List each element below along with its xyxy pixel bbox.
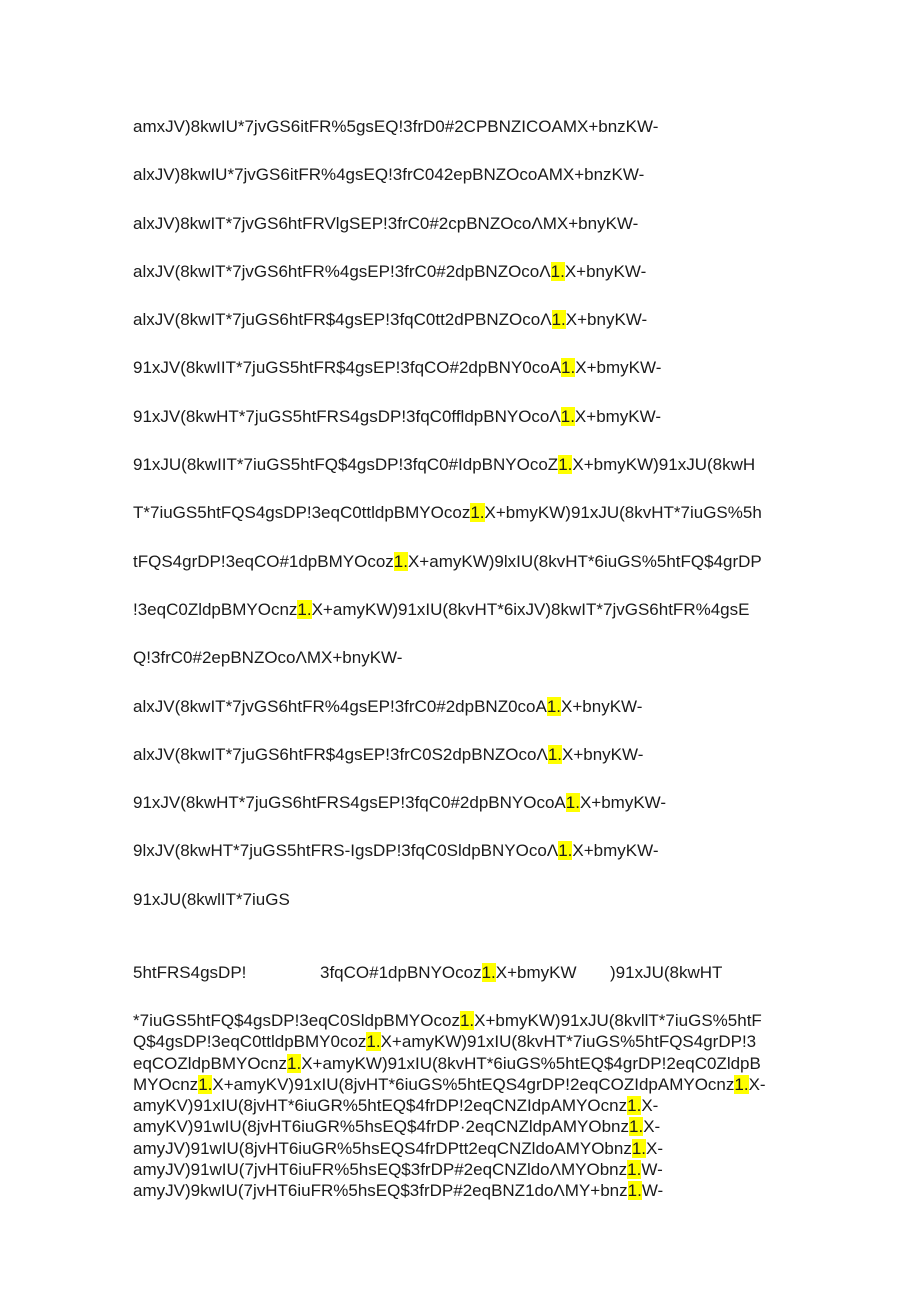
text-segment: X+bmyKW-	[579, 793, 667, 813]
text-line	[133, 779, 762, 827]
highlighted-text: 1.	[481, 963, 496, 982]
paragraph-line	[133, 1010, 766, 1031]
highlighted-text: 1.	[198, 1074, 213, 1094]
highlighted-text: 1.	[558, 455, 573, 475]
text-segment: amyJV)91wIU(8jvHT6iuGR%5hsEQS4frDPtt2eqCNZldoAMYObnz	[133, 1138, 632, 1158]
text-line	[133, 296, 762, 344]
highlighted-text: 1.	[547, 744, 562, 764]
highlighted-text: 1.	[627, 1096, 642, 1116]
dense-paragraph	[133, 1010, 766, 1202]
text-segment: 9lxJV(8kwHT*7juGS5htFRS-IgsDP!3fqC0SldpBNYOcoΛ	[133, 841, 559, 861]
highlighted-text: 1.	[565, 793, 580, 813]
text-segment: X+bmyKW-	[575, 358, 662, 378]
text-segment: alxJV(8kwIT*7juGS6htFR$4gsEP!3fqC0tt2dPBNZOcoΛ	[133, 310, 552, 330]
text-line	[133, 393, 762, 441]
text-line	[133, 344, 762, 392]
highlighted-text: 1.	[629, 1117, 644, 1137]
text-segment: Q$4gsDP!3eqC0ttldpBMY0coz	[133, 1032, 367, 1052]
paragraph-line	[133, 1074, 766, 1095]
text-segment: 91xJV(8kwHT*7juGS6htFRS4gsEP!3fqC0#2dpBNYOcoA	[133, 793, 566, 813]
text-segment: W-	[641, 1160, 663, 1180]
text-segment: X+bmyKW	[495, 963, 577, 982]
highlighted-text: 1.	[734, 1074, 749, 1094]
text-segment: X+amyKW)9lxIU(8kvHT*6iuGS%5htFQ$4grDP	[407, 551, 762, 571]
highlighted-text: 1.	[287, 1053, 302, 1073]
text-segment: alxJV(8kwIT*7juGS6htFR$4gsEP!3frC0S2dpBNZOcoΛ	[133, 744, 548, 764]
paragraph-line	[133, 1053, 766, 1074]
highlighted-text: 1.	[627, 1181, 642, 1201]
highlighted-text: 1.	[366, 1032, 381, 1052]
highlighted-text: 1.	[550, 261, 565, 281]
text-segment: X+amyKW)91xIU(8kvHT*7iuGS%5htFQS4grDP!3	[380, 1032, 757, 1052]
highlighted-text: 1.	[560, 406, 575, 426]
text-segment: alxJV(8kwIT*7jvGS6htFR%4gsEP!3frC0#2dpBNZ0coA	[133, 696, 547, 716]
highlighted-text: 1.	[546, 696, 562, 716]
text-segment: X+bnyKW-	[564, 261, 647, 281]
text-segment: amxJV)8kwIU*7jvGS6itFR%5gsEQ!3frD0#2CPBNZICOAMX+bnzKW-	[133, 117, 659, 136]
spaced-lines-block	[133, 103, 762, 924]
highlighted-text: 1.	[393, 551, 408, 571]
paragraph-line	[133, 1138, 766, 1159]
paragraph-line	[133, 1095, 766, 1116]
text-segment: amyKV)91xIU(8jvHT*6iuGR%5htEQ$4frDP!2eqCNZIdpAMYOcnz	[133, 1096, 628, 1116]
text-segment: X+bmyKW)91xJU(8kwH	[572, 455, 756, 475]
text-segment: *7iuGS5htFQ$4gsDP!3eqC0SldpBMYOcoz	[133, 1011, 460, 1030]
text-segment: alxJV)8kwIU*7jvGS6itFR%4gsEQ!3frC042epBNZOcoAMX+bnzKW-	[133, 165, 645, 185]
text-segment: tFQS4grDP!3eqCO#1dpBMYOcoz	[133, 551, 394, 571]
text-segment: W-	[641, 1181, 664, 1201]
text-segment: !3eqC0ZldpBMYOcnz	[133, 599, 298, 619]
text-line	[133, 248, 762, 296]
text-line	[133, 200, 762, 248]
text-segment: X+amyKV)91xIU(8jvHT*6iuGS%5htEQS4grDP!2eqCOZIdpAMYOcnz	[212, 1074, 735, 1094]
text-segment: eqCOZldpBMYOcnz	[133, 1053, 287, 1073]
text-line	[133, 731, 762, 779]
text-line	[133, 827, 762, 875]
text-segment: 91xJU(8kwIIT*7iuGS5htFQ$4gsDP!3fqC0#IdpBNYOcoZ	[133, 455, 559, 475]
split-line-piece	[133, 961, 246, 985]
text-segment: )91xJU(8kwHT	[610, 963, 723, 982]
text-segment: 91xJU(8kwlIT*7iuGS	[133, 889, 290, 909]
text-segment: X+bnyKW-	[561, 696, 643, 716]
text-segment: X+bmyKW)91xJU(8kvllT*7iuGS%5htF	[474, 1011, 762, 1030]
text-line	[133, 634, 762, 682]
text-segment: X+amyKW)91xIU(8kvHT*6ixJV)8kwIT*7jvGS6htFR%4gsE	[311, 599, 750, 619]
split-line-piece	[610, 961, 722, 985]
text-segment: X+amyKW)91xIU(8kvHT*6iuGS%5htEQ$4grDP!2eqC0ZldpB	[301, 1053, 761, 1073]
text-segment: Q!3frC0#2epBNZOcoΛMX+bnyKW-	[133, 648, 403, 668]
highlighted-text: 1.	[631, 1138, 647, 1158]
split-line	[0, 961, 920, 985]
split-line-piece	[320, 961, 577, 985]
text-line	[133, 441, 762, 489]
text-line	[133, 876, 762, 924]
text-segment: X-	[643, 1117, 661, 1137]
text-segment: MYOcnz	[133, 1074, 199, 1094]
text-segment: X-	[748, 1074, 766, 1094]
text-segment: amyJV)91wIU(7jvHT6iuFR%5hsEQ$3frDP#2eqCNZldoΛMYObnz	[133, 1160, 628, 1180]
highlighted-text: 1.	[561, 358, 576, 378]
text-segment: X-	[646, 1138, 664, 1158]
text-segment: X+bnyKW-	[565, 310, 648, 330]
text-segment: 91xJV(8kwIIT*7juGS5htFR$4gsEP!3fqCO#2dpBNY0coA	[133, 358, 562, 378]
text-segment: 5htFRS4gsDP!	[133, 963, 247, 982]
paragraph-line	[133, 1031, 766, 1052]
text-segment: X+bmyKW-	[574, 406, 662, 426]
text-line	[133, 103, 762, 151]
text-segment: amyKV)91wIU(8jvHT6iuGR%5hsEQ$4frDP·2eqCNZldpAMYObnz	[133, 1117, 629, 1137]
paragraph-line	[133, 1159, 766, 1180]
text-segment: alxJV(8kwIT*7jvGS6htFR%4gsEP!3frC0#2dpBNZOcoΛ	[133, 261, 551, 281]
highlighted-text: 1.	[470, 503, 485, 523]
highlighted-text: 1.	[627, 1160, 642, 1180]
text-line	[133, 489, 762, 537]
highlighted-text: 1.	[459, 1011, 475, 1030]
highlighted-text: 1.	[297, 599, 312, 619]
highlighted-text: 1.	[551, 310, 566, 330]
text-line	[133, 586, 762, 634]
text-line	[133, 151, 762, 199]
highlighted-text: 1.	[558, 841, 573, 861]
text-segment: X+bmyKW)91xJU(8kvHT*7iuGS%5h	[484, 503, 762, 523]
text-segment: 3fqCO#1dpBNYOcoz	[320, 963, 482, 982]
text-line	[133, 538, 762, 586]
paragraph-line	[133, 1116, 766, 1137]
text-segment: X+bmyKW-	[572, 841, 659, 861]
text-segment: 91xJV(8kwHT*7juGS5htFRS4gsDP!3fqC0ffldpBNYOcoΛ	[133, 406, 561, 426]
text-segment: X-	[641, 1096, 659, 1116]
text-segment: alxJV)8kwIT*7jvGS6htFRVlgSEP!3frC0#2cpBNZOcoΛMX+bnyKW-	[133, 213, 639, 233]
text-segment: X+bnyKW-	[562, 744, 644, 764]
paragraph-line	[133, 1180, 766, 1201]
text-line	[133, 683, 762, 731]
text-segment: amyJV)9kwIU(7jvHT6iuFR%5hsEQ$3frDP#2eqBNZ1doΛMY+bnz	[133, 1181, 628, 1201]
text-segment: T*7iuGS5htFQS4gsDP!3eqC0ttldpBMYOcoz	[133, 503, 471, 523]
